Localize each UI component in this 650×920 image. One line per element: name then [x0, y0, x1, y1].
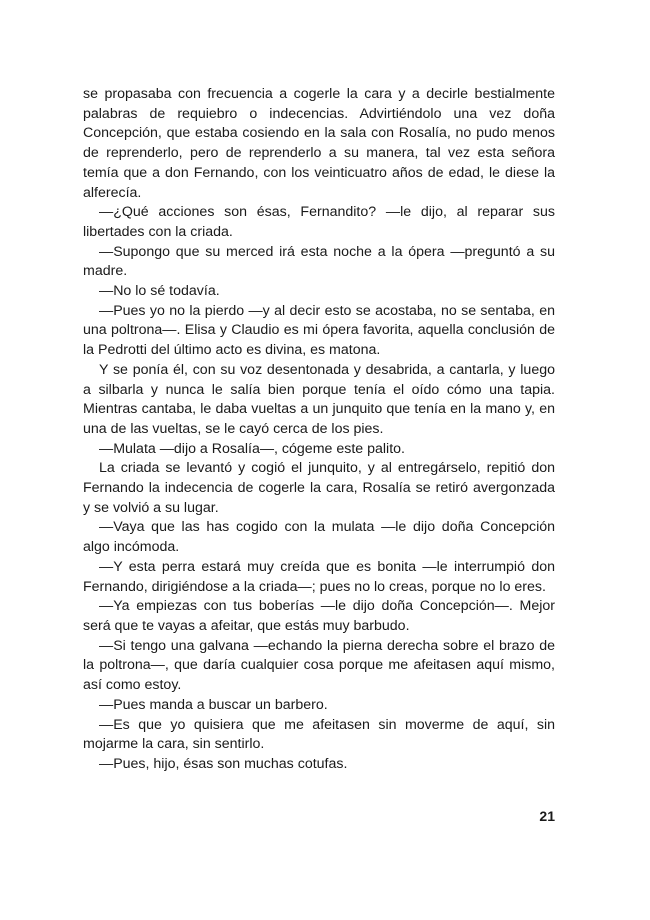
paragraph-5: —Pues yo no la pierdo —y al decir esto se acostaba, no se sentaba, en una poltrona—. Elisa y Claudio es mi ópera favorita, aquella conclusión de la Pedrotti del último acto es divina, es matona. — [83, 302, 555, 359]
paragraph-15: —Pues, hijo, ésas son muchas cotufas. — [99, 755, 348, 772]
paragraph-14: —Es que yo quisiera que me afeitasen sin moverme de aquí, sin mojarme la cara, sin sentirlo. — [83, 716, 555, 753]
paragraph-11: —Ya empiezas con tus boberías —le dijo doña Concepción—. Mejor será que te vayas a afeitar, que estás muy barbudo. — [83, 598, 555, 634]
paragraph-4: —No lo sé todavía. — [99, 283, 220, 300]
paragraph-9: —Vaya que las has cogido con la mulata —le dijo doña Concepción algo incómoda. — [83, 519, 555, 556]
body-text — [83, 85, 555, 775]
paragraph-10: —Y esta perra estará muy creída que es bonita —le interrumpió don Fernando, dirigiéndose a la criada—; pues no lo creas, porque no lo eres. — [83, 558, 555, 595]
paragraph-6: Y se ponía él, con su voz desentonada y desabrida, a cantarla, y luego a silbarla y nunca le salía bien porque tenía el oído cómo una tapia. Mientras cantaba, le daba vueltas a un junquito que tenía en la mano y, en una de las vueltas, se le cayó cerca de los pies. — [83, 361, 555, 437]
paragraph-13: —Pues manda a buscar un barbero. — [99, 696, 328, 713]
paragraph-12: —Si tengo una galvana —echando la pierna derecha sobre el brazo de la poltrona—, que daría cualquier cosa porque me afeitasen aquí mismo, así como estoy. — [83, 637, 555, 694]
paragraph-7: —Mulata —dijo a Rosalía—, cógeme este palito. — [99, 440, 405, 457]
paragraph-1: se propasaba con frecuencia a cogerle la cara y a decirle bestialmente palabras de requiebro o indecencias. Advirtiéndolo una vez doña Concepción, que estaba cosiendo en la sala con Rosalía, no pudo menos de reprenderlo, pero de reprenderlo a su manera, tal vez esta señora temía que a don Fernando, con los veinticuatro años de edad, le diese la alferecía. — [83, 86, 555, 201]
paragraph-2: —¿Qué acciones son ésas, Fernandito? —le dijo, al reparar sus libertades con la criada. — [83, 204, 555, 240]
paragraph-8: La criada se levantó y cogió el junquito, y al entregárselo, repitió don Fernando la indecencia de cogerle la cara, Rosalía se retiró avergonzada y se volvió a su lugar. — [83, 460, 555, 516]
paragraph-3: —Supongo que su merced irá esta noche a la ópera —preguntó a su madre. — [83, 243, 555, 280]
page-number: 21 — [539, 808, 555, 824]
